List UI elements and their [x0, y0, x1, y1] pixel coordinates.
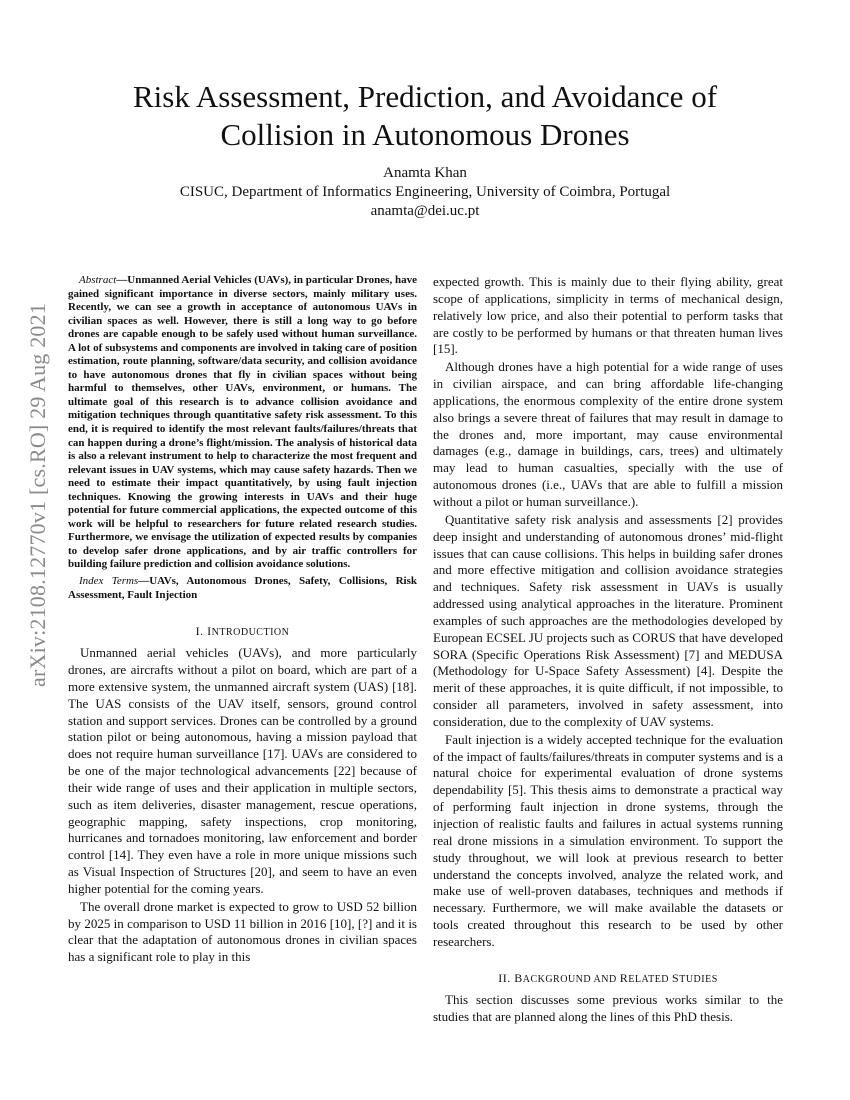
- right-paragraph-2: Although drones have a high potential for a wide range of uses in civilian airspace, and can bring affordable life-changing applications, the enormous complexity of the entire drone system also brings a severe threat of failures that may result in damage to the drones and, more important, may cause environmental damages (e.g., damage in buildings, cars, trees) and ultimately may lead to human casualties, specially with the use of autonomous drones (i.e., UAVs that are able to fulfill a mission without a pilot or human surveillance.).: [433, 359, 783, 509]
- right-paragraph-3: Quantitative safety risk analysis and assessments [2] provides deep insight and understanding of autonomous drones’ mid-flight issues that can cause collisions. This helps in building safer drones and more effective mitigation and collision avoidance strategies and techniques. Safety risk assessment in UAVs is usually addressed using analytical approaches in the literature. Prominent examples of such approaches are the methodologies developed by European ECSEL JU projects such as CORUS that have developed SORA (Specific Operations Risk Assessment) [7] and MEDUSA (Methodology for U-Space Safety Assessment) [4]. Despite the merit of these approaches, it is quite difficult, if not impossible, to consider all parameters, involved in safety assessment, into consideration, due to the complexity of UAV systems.: [433, 511, 783, 729]
- title-line-1: Risk Assessment, Prediction, and Avoidance of: [132, 79, 718, 114]
- right-paragraph-1: expected growth. This is mainly due to their flying ability, great scope of applications, simplicity in terms of mechanical design, relatively low price, and also their potential to perform tasks that are costly to be performed by humans or that threaten human lives [15].: [433, 274, 783, 357]
- abstract-label: Abstract: [79, 274, 117, 286]
- author-email: anamta@dei.uc.pt: [370, 203, 480, 219]
- arxiv-stamp: arXiv:2108.12770v1 [cs.RO] 29 Aug 2021: [25, 302, 50, 688]
- right-column: [433, 274, 783, 1025]
- intro-paragraph-1: Unmanned aerial vehicles (UAVs), and more particularly drones, are aircrafts without a pilot on board, which are part of a more extensive system, the unmanned aircraft system (UAS) [18]. The UAS consists of the UAV itself, sensors, ground control station and support services. Drones can be controlled by a ground station pilot or being autonomous, having a mission payload that does not require human surveillance [17]. UAVs are considered to be one of the major technological advancements [22] because of their wide range of uses and their application in multiple sectors, such as item deliveries, disaster management, rescue operations, geographic mapping, safety inspections, crop monitoring, hurricanes and tornadoes monitoring, law enforcement and border control [14]. They even have a role in more unique missions such as Visual Inspection of Structures [20], and seem to have an even higher potential for the coming years.: [68, 645, 417, 896]
- index-terms-text: —UAVs, Autonomous Drones, Safety, Collisions, Risk Assessment, Fault Injection: [68, 575, 417, 601]
- intro-paragraph-2: The overall drone market is expected to grow to USD 52 billion by 2025 in comparison to USD 11 billion in 2016 [10], [?] and it is clear that the adaptation of autonomous drones in civilian spaces has a significant role to play in this: [68, 898, 417, 965]
- index-terms-label: Index Terms: [79, 575, 139, 588]
- section-heading-introduction: I. INTRODUCTION: [195, 624, 290, 639]
- section-heading-background: II. BACKGROUND AND RELATED STUDIES: [498, 970, 718, 985]
- right-paragraph-4: Fault injection is a widely accepted technique for the evaluation of the impact of faults/failures/threats in computer systems and is a natural choice for experimental evaluation of drone systems dependability [5]. This thesis aims to demonstrate a practical way of performing fault injection in drone systems, through the injection of realistic faults and failures in actual systems running real drone missions in a simulation environment. To support the study throughout, we will look at previous research to better understand the concepts involved, analyze the related work, and make use of well-proven databases, techniques and methods if necessary. Furthermore, we will make available the datasets or tools created throughout this research to be used by other researchers.: [433, 731, 783, 949]
- abstract: [68, 274, 417, 572]
- paper-title: [60, 78, 790, 154]
- author-name: Anamta Khan: [383, 165, 467, 181]
- title-line-2: Collision in Autonomous Drones: [220, 117, 630, 152]
- author-affiliation: CISUC, Department of Informatics Engineering, University of Coimbra, Portugal: [179, 184, 671, 200]
- abstract-text: —Unmanned Aerial Vehicles (UAVs), in particular Drones, have gained significant importance in diverse sectors, mainly military uses. Recently, we can see a growth in acceptance of autonomous UAVs in civilian spaces as well. However, there is still a long way to go before drones are capable enough to be safely used without human surveillance. A lot of subsystems and components are involved in taking care of position estimation, route planning, software/data security, and collision avoidance to have autonomous drones that fly in civilian spaces without being harmful to themselves, other UAVs, environment, or humans. The ultimate goal of this research is to advance collision avoidance and mitigation techniques through quantitative safety risk assessment. To this end, it is required to identify the most relevant faults/failures/threats that can happen during a drone’s flight/mission. The analysis of historical data is also a relevant instrument to help to characterize the most frequent and relevant issues in UAV systems, which may cause safety hazards. Then we need to estimate their impact quantitatively, by using fault injection techniques. Knowing the growing interests in UAVs and their huge potential for future commercial applications, the expected outcome of this work will be helpful to researchers for future related research studies. Furthermore, we envisage the utilization of expected results by companies to develop safer drone applications, and by air traffic controllers for building failure prediction and collision avoidance solutions.: [68, 274, 417, 571]
- background-paragraph-1: This section discusses some previous works similar to the studies that are planned along the lines of this PhD thesis.: [433, 991, 783, 1024]
- index-terms: [68, 575, 417, 602]
- left-column: [68, 274, 417, 966]
